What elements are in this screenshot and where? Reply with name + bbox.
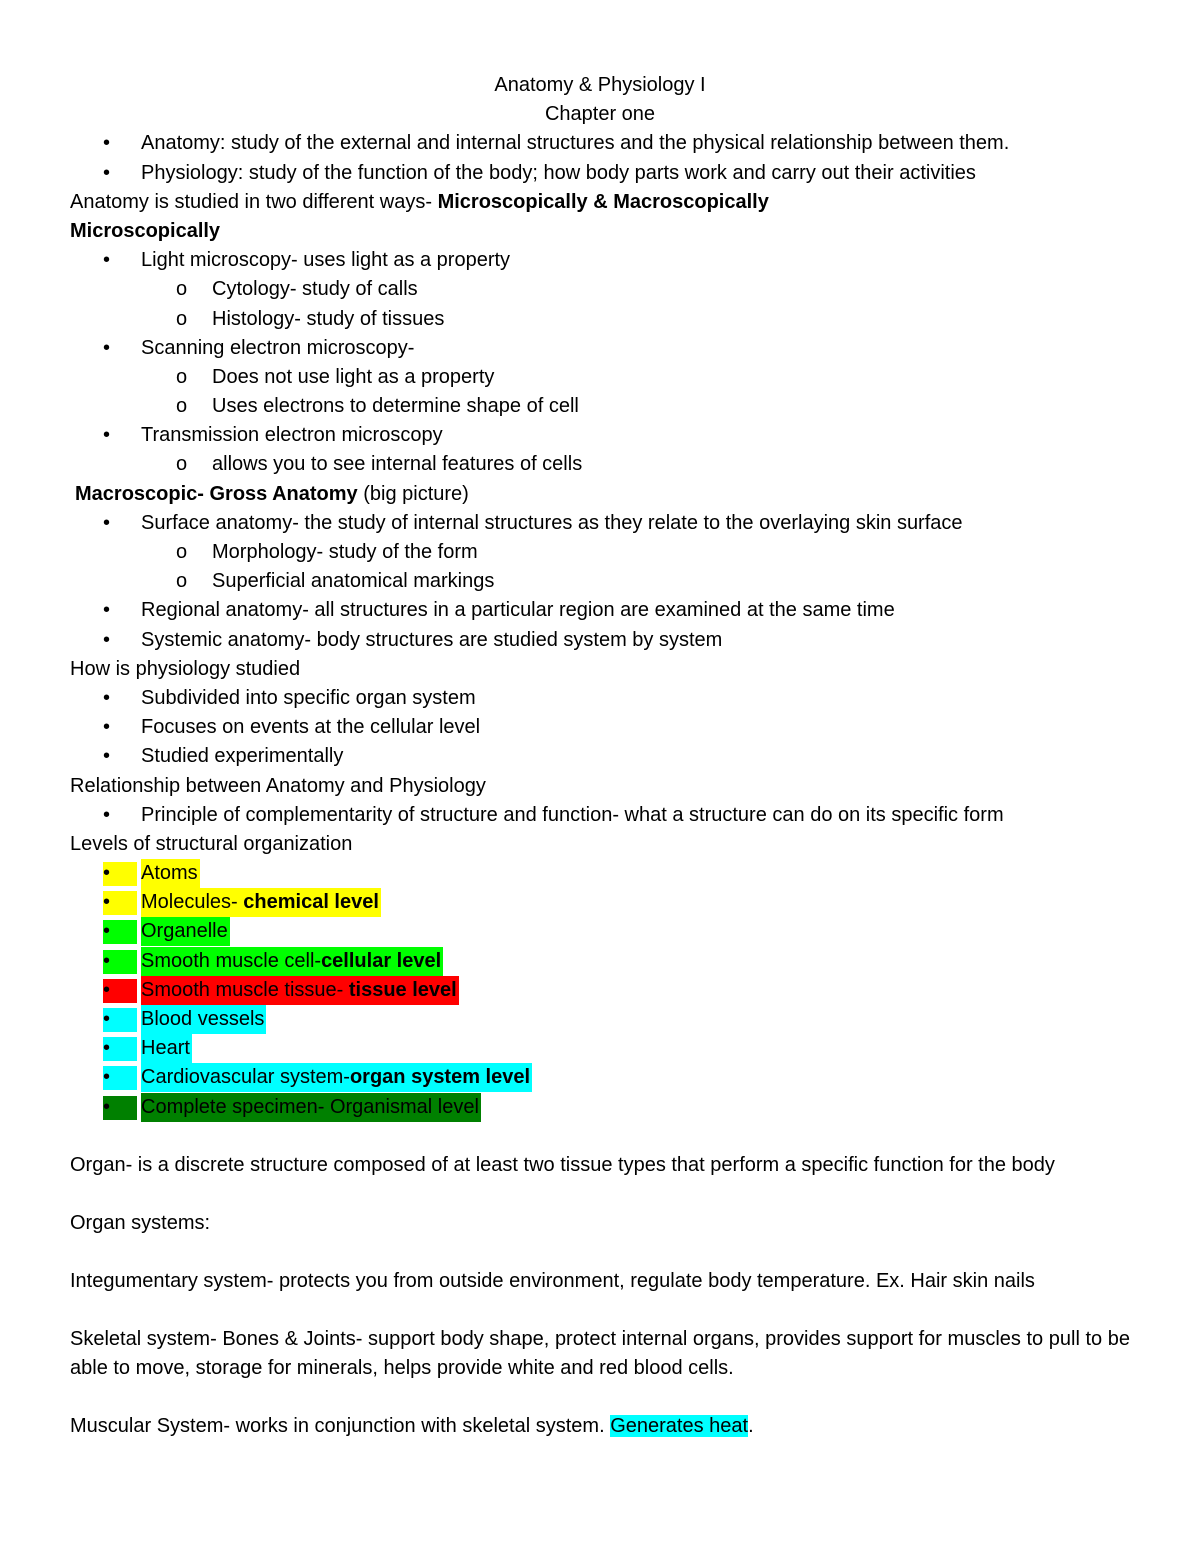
- bullet-icon: •: [103, 745, 111, 768]
- bullet-icon: •: [103, 1066, 111, 1089]
- organ-systems-heading: Organ systems:: [70, 1211, 211, 1234]
- bullet-icon: •: [103, 599, 111, 622]
- list-item: • Regional anatomy- all structures in a particular region are examined at the same time: [70, 596, 1130, 625]
- bullet-icon: •: [103, 949, 111, 972]
- bullet-icon: •: [103, 161, 111, 184]
- list-item: • Anatomy: study of the external and internal structures and the physical relationship between them.: [70, 129, 1130, 158]
- list-item: • Principle of complementarity of structure and function- what a structure can do on its specific form: [70, 801, 1130, 830]
- sub-list-item: o Uses electrons to determine shape of cell: [70, 392, 1130, 421]
- document-title: Anatomy & Physiology I: [494, 74, 706, 96]
- generates-heat-highlight: Generates heat: [610, 1414, 749, 1437]
- bullet-icon: •: [103, 862, 111, 885]
- bullet-icon: •: [103, 132, 111, 155]
- bullet-icon: •: [103, 1008, 111, 1030]
- circle-bullet-icon: o: [176, 453, 188, 476]
- list-item: • Studied experimentally: [70, 742, 1130, 771]
- bullet-icon: •: [103, 424, 111, 447]
- circle-bullet-icon: o: [176, 278, 188, 301]
- sub-list-item: o Cytology- study of calls: [70, 275, 1130, 304]
- level-item: • Organelle: [70, 917, 1130, 946]
- sub-list-item: o Does not use light as a property: [70, 363, 1130, 392]
- circle-bullet-icon: o: [176, 570, 188, 593]
- level-item: • Heart: [70, 1034, 1130, 1063]
- level-item: • Atoms: [70, 859, 1130, 888]
- level-item: • Molecules- chemical level: [70, 888, 1130, 917]
- level-item: • Blood vessels: [70, 1005, 1130, 1034]
- integumentary-paragraph: Integumentary system- protects you from outside environment, regulate body temperature. Ex. Hair skin nails: [70, 1269, 1035, 1292]
- list-item: • Surface anatomy- the study of internal structures as they relate to the overlaying skin surface: [70, 509, 1130, 538]
- levels-heading: Levels of structural organization: [70, 832, 353, 855]
- anatomy-ways-line: Anatomy is studied in two different ways- Microscopically & Macroscopically: [70, 190, 769, 213]
- document-page: [70, 71, 1130, 1441]
- bullet-icon: •: [103, 978, 111, 1001]
- list-item: • Subdivided into specific organ system: [70, 684, 1130, 713]
- physiology-heading: How is physiology studied: [70, 657, 301, 680]
- circle-bullet-icon: o: [176, 541, 188, 563]
- bullet-icon: •: [103, 1095, 111, 1118]
- sub-list-item: o Morphology- study of the form: [70, 538, 1130, 567]
- bullet-icon: •: [103, 716, 111, 739]
- skeletal-paragraph: Skeletal system- Bones & Joints- support body shape, protect internal organs, provides support for muscles to pull to be able to move, storage for minerals, helps provide white and red blood cells.: [70, 1327, 1130, 1379]
- sub-list-item: o Superficial anatomical markings: [70, 567, 1130, 596]
- bullet-icon: •: [103, 249, 111, 272]
- bullet-icon: •: [103, 511, 111, 534]
- bullet-icon: •: [103, 686, 111, 709]
- bullet-icon: •: [103, 336, 111, 359]
- list-item: • Systemic anatomy- body structures are studied system by system: [70, 626, 1130, 655]
- bullet-icon: •: [103, 803, 111, 826]
- sub-list-item: o Histology- study of tissues: [70, 305, 1130, 334]
- sub-list-item: o allows you to see internal features of cells: [70, 450, 1130, 479]
- macro-heading: Macroscopic- Gross Anatomy (big picture): [75, 482, 469, 505]
- relationship-heading: Relationship between Anatomy and Physiology: [70, 774, 486, 797]
- list-item: • Physiology: study of the function of the body; how body parts work and carry out their activities: [70, 159, 1130, 188]
- bullet-icon: •: [103, 891, 111, 914]
- level-item: • Smooth muscle cell-cellular level: [70, 947, 1130, 976]
- bullet-icon: •: [103, 1037, 111, 1060]
- level-item: • Cardiovascular system-organ system level: [70, 1063, 1130, 1092]
- muscular-paragraph: Muscular System- works in conjunction with skeletal system. Generates heat.: [70, 1414, 754, 1437]
- organ-definition: Organ- is a discrete structure composed of at least two tissue types that perform a specific function for the body: [70, 1153, 1055, 1176]
- micro-heading: Microscopically: [70, 219, 221, 242]
- list-item: • Focuses on events at the cellular level: [70, 713, 1130, 742]
- circle-bullet-icon: o: [176, 307, 188, 330]
- circle-bullet-icon: o: [176, 365, 188, 388]
- bullet-icon: •: [103, 920, 111, 943]
- list-item: • Light microscopy- uses light as a property: [70, 246, 1130, 275]
- list-item: • Scanning electron microscopy-: [70, 334, 1130, 363]
- bullet-icon: •: [103, 628, 111, 651]
- circle-bullet-icon: o: [176, 395, 188, 418]
- list-item: • Transmission electron microscopy: [70, 421, 1130, 450]
- level-item: • Smooth muscle tissue- tissue level: [70, 976, 1130, 1005]
- chapter-subtitle: Chapter one: [544, 103, 656, 126]
- level-item: • Complete specimen- Organismal level: [70, 1093, 1130, 1122]
